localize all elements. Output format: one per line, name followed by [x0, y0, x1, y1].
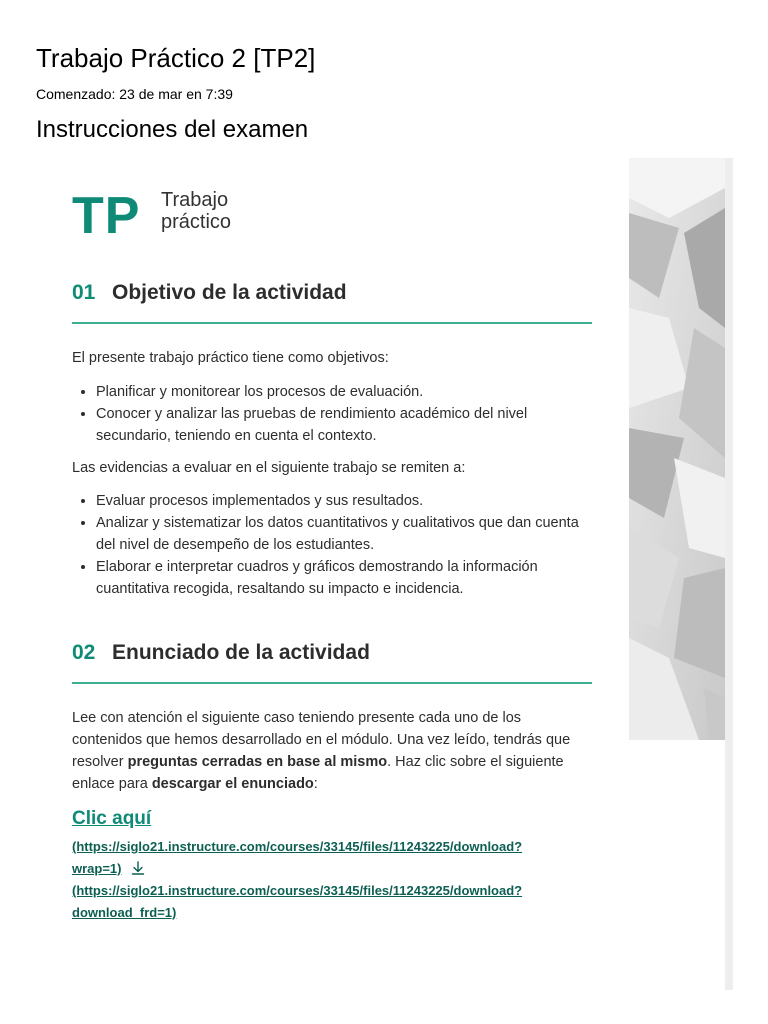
scrollbar-track[interactable] — [725, 158, 733, 990]
objectives-intro: El presente trabajo práctico tiene como objetivos: — [72, 350, 389, 366]
section-number: 01 — [72, 281, 96, 304]
evidence-list — [72, 490, 592, 600]
url-preview-line2[interactable] — [72, 858, 145, 880]
list-item: • Conocer y analizar las pruebas de rendimiento académico del nivel secundario, teniendo en cuenta el contexto. — [96, 403, 592, 447]
enunciado-text-part: : — [313, 776, 318, 792]
tp-logo-line2: práctico — [161, 211, 232, 233]
tp-logo-line1: Trabajo — [161, 189, 229, 211]
url-download-line2[interactable] — [72, 902, 176, 924]
list-item: • Analizar y sistematizar los datos cuantitativos y cualitativos que dan cuenta del nivel de desempeño de los estudiantes. — [96, 512, 592, 556]
section-number: 02 — [72, 641, 96, 664]
preview-url-link-end[interactable]: wrap=1) — [72, 861, 122, 876]
url-preview-line1[interactable] — [72, 836, 522, 858]
list-item: • Planificar y monitorear los procesos de evaluación. — [96, 381, 592, 403]
enunciado-text — [72, 707, 592, 795]
preview-url-link[interactable]: (https://siglo21.instructure.com/courses/33145/files/11243225/download? — [72, 839, 523, 854]
download-icon[interactable] — [131, 860, 145, 874]
section-header-objetivo — [72, 280, 592, 324]
section-header-enunciado — [72, 640, 592, 684]
url-download-line1[interactable] — [72, 880, 522, 902]
geometric-pattern — [629, 158, 725, 740]
download-url-link-end[interactable]: download_frd=1) — [72, 905, 177, 920]
objectives-list — [72, 381, 592, 447]
section-title: Objetivo de la actividad — [112, 281, 347, 304]
section-title: Enunciado de la actividad — [112, 641, 370, 664]
download-url-link[interactable]: (https://siglo21.instructure.com/courses/33145/files/11243225/download? — [72, 883, 523, 898]
instructions-heading: Instrucciones del examen — [36, 116, 309, 143]
evidence-intro: Las evidencias a evaluar en el siguiente trabajo se remiten a: — [72, 460, 466, 476]
enunciado-text-part: . Haz clic sobre el siguiente enlace para — [72, 754, 564, 792]
decorative-side-image — [629, 158, 725, 740]
download-icon-glyph — [131, 861, 145, 875]
enunciado-bold-text: descargar el enunciado — [151, 776, 314, 792]
started-timestamp: Comenzado: 23 de mar en 7:39 — [36, 86, 233, 102]
enunciado-bold-text: preguntas cerradas en base al mismo — [127, 754, 388, 770]
list-item: • Evaluar procesos implementados y sus resultados. — [96, 490, 592, 512]
clic-aqui-link[interactable]: Clic aquí — [72, 808, 152, 829]
page-title: Trabajo Práctico 2 [TP2] — [36, 43, 316, 73]
enunciado-text-part: Lee con atención el siguiente caso teniendo presente cada uno de los contenidos que hemos desarrollado en el módulo. Una vez leído, tendrás que resolver — [72, 710, 571, 770]
tp-logo-letters: TP — [72, 187, 141, 245]
list-item: • Elaborar e interpretar cuadros y gráficos demostrando la información cuantitativa recogida, resaltando su impacto e incidencia. — [96, 556, 592, 600]
